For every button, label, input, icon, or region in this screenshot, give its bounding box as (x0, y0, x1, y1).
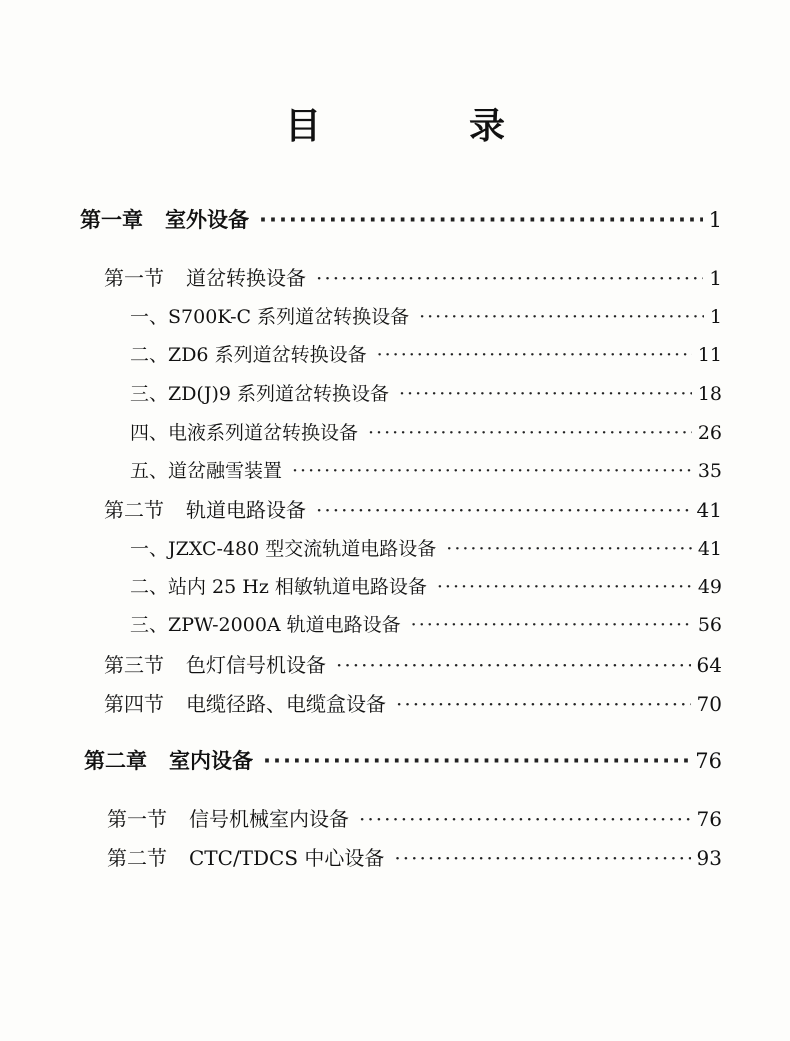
section-number: 第二节 (104, 498, 164, 522)
subsection-title: 一、S700K-C 系列道岔转换设备 (130, 306, 410, 328)
subsection-title: 二、站内 25 Hz 相敏轨道电路设备 (130, 576, 427, 598)
dot-leader (368, 422, 692, 444)
dot-leader (377, 344, 692, 366)
section-number: 第二节 (107, 846, 167, 870)
dot-leader (437, 576, 692, 598)
toc-subsection (130, 610, 722, 637)
toc-section (104, 494, 722, 523)
page-number: 64 (696, 653, 722, 677)
toc-entry-label (80, 204, 249, 234)
toc-entry-label (104, 494, 306, 523)
page-number: 41 (697, 538, 722, 560)
chapter-number: 第二章 (84, 749, 147, 773)
subsection-title: 三、ZD(J)9 系列道岔转换设备 (130, 383, 390, 405)
toc-subsection (130, 534, 722, 561)
section-title: 道岔转换设备 (186, 266, 306, 290)
toc-entry-label (107, 803, 349, 832)
toc-section (104, 688, 722, 717)
subsection-title: 五、道岔融雪装置 (130, 460, 283, 482)
toc-section (104, 649, 722, 678)
toc-section (107, 803, 722, 832)
section-title: CTC/TDCS 中心设备 (189, 846, 385, 870)
dot-leader (316, 266, 703, 290)
section-number: 第三节 (104, 653, 164, 677)
toc-entry-label (107, 842, 384, 871)
chapter-title: 室内设备 (169, 749, 253, 773)
section-number: 第四节 (104, 692, 164, 716)
page-number: 35 (697, 460, 722, 482)
dot-leader (316, 498, 691, 522)
dot-leader (396, 692, 691, 716)
page-number: 1 (709, 266, 722, 290)
dot-leader (394, 846, 690, 870)
dot-leader (419, 306, 704, 328)
section-title: 轨道电路设备 (186, 498, 306, 522)
page-number: 18 (697, 383, 722, 405)
page-number: 93 (696, 846, 722, 870)
toc-subsection (130, 302, 722, 329)
toc-subsection (130, 456, 722, 483)
section-number: 第一节 (104, 266, 164, 290)
page-number: 70 (696, 692, 722, 716)
section-title: 色灯信号机设备 (186, 653, 326, 677)
toc-subsection (130, 572, 722, 599)
toc-subsection (130, 418, 722, 445)
page-number: 76 (696, 807, 722, 831)
page-title: 目 录 (284, 106, 561, 147)
dot-leader (259, 208, 703, 232)
toc-subsection (130, 340, 722, 367)
dot-leader (411, 614, 692, 636)
toc-entry-label (104, 262, 306, 291)
toc-section (104, 262, 722, 291)
page-number: 76 (695, 749, 722, 773)
page-number: 56 (697, 614, 722, 636)
subsection-title: 三、ZPW-2000A 轨道电路设备 (130, 614, 401, 636)
page-number: 11 (697, 344, 722, 366)
section-title: 电缆径路、电缆盒设备 (186, 692, 386, 716)
toc-entry-label (104, 649, 326, 678)
dot-leader (292, 460, 692, 482)
dot-leader (336, 653, 691, 677)
chapter-number: 第一章 (80, 208, 143, 232)
page-number: 26 (697, 422, 722, 444)
section-title: 信号机械室内设备 (189, 807, 349, 831)
toc-section (107, 842, 722, 871)
toc-entry-label (84, 745, 253, 775)
dot-leader (446, 538, 692, 560)
page-number: 1 (709, 306, 722, 328)
page-number: 49 (697, 576, 722, 598)
subsection-title: 四、电液系列道岔转换设备 (130, 422, 359, 444)
dot-leader (263, 749, 689, 773)
page-number: 1 (708, 208, 722, 232)
dot-leader (399, 383, 692, 405)
toc-chapter-1 (80, 204, 722, 234)
section-number: 第一节 (107, 807, 167, 831)
toc-subsection (130, 379, 722, 406)
subsection-title: 一、JZXC-480 型交流轨道电路设备 (130, 538, 437, 560)
subsection-title: 二、ZD6 系列道岔转换设备 (130, 344, 367, 366)
dot-leader (359, 807, 691, 831)
chapter-title: 室外设备 (165, 208, 249, 232)
toc-entry-label (104, 688, 386, 717)
page-number: 41 (696, 498, 722, 522)
toc-chapter-2 (84, 745, 722, 775)
